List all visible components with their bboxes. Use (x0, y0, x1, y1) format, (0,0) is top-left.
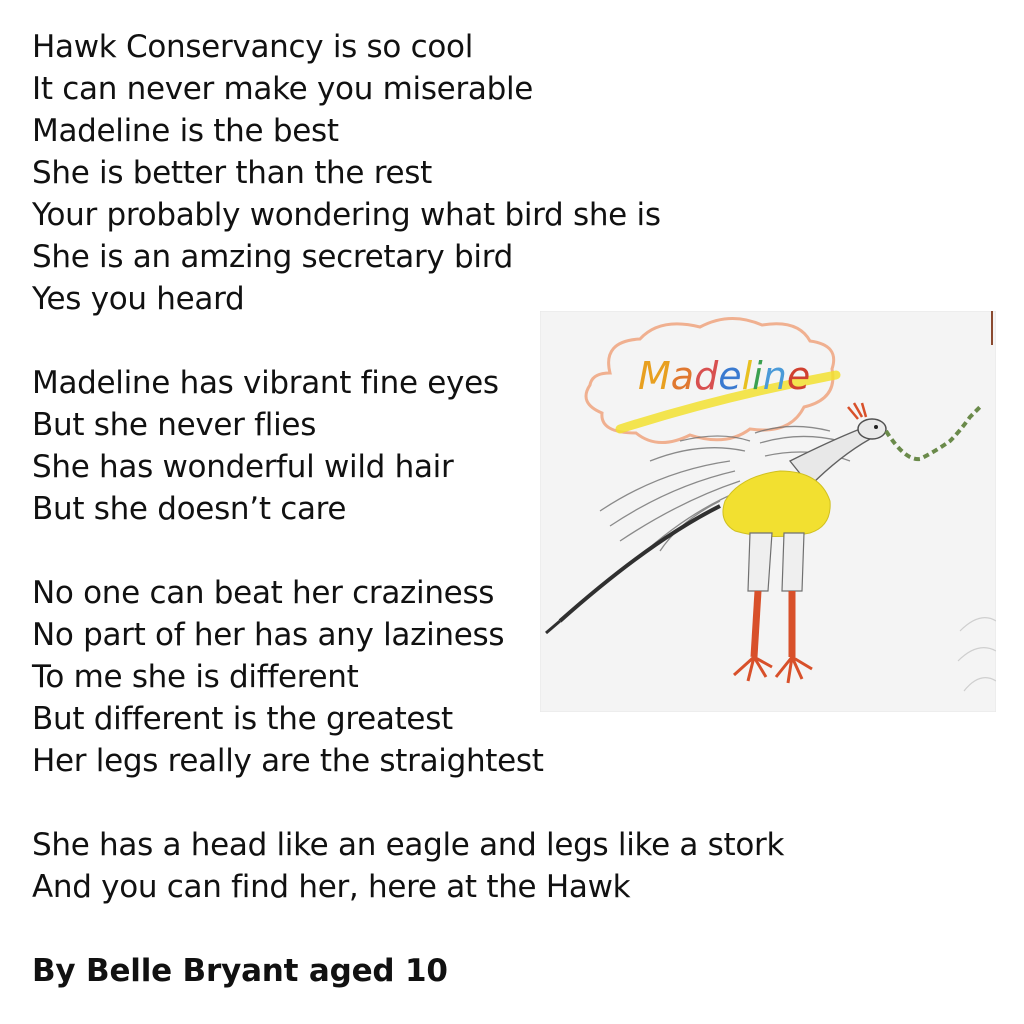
poem-line: She is an amzing secretary bird (32, 239, 513, 275)
poem-line: Madeline is the best (32, 113, 339, 149)
drawing-name-letter: d (694, 354, 719, 398)
bird-left-leg (754, 591, 758, 657)
bird-right-thigh (782, 533, 804, 591)
drawing-name-text (638, 354, 810, 398)
bird-left-thigh (748, 533, 772, 591)
drawing-name-letter: l (741, 354, 753, 398)
drawing-name-letter: i (752, 354, 763, 398)
poem-line: Her legs really are the straightest (32, 743, 544, 779)
drawing-name-letter: n (762, 354, 787, 398)
author-byline: By Belle Bryant aged 10 (32, 953, 448, 989)
stanza (32, 824, 784, 908)
drawing-name-letter: M (638, 354, 671, 398)
poem-line: It can never make you miserable (32, 71, 534, 107)
poem-line: No part of her has any laziness (32, 617, 505, 653)
stanza (32, 26, 784, 320)
drawing-name-letter: a (670, 354, 695, 398)
poem-line: Yes you heard (32, 281, 245, 317)
drawing-name-letter: e (786, 354, 811, 398)
poem-line: But she never flies (32, 407, 317, 443)
poem-line: No one can beat her craziness (32, 575, 495, 611)
bird-head (858, 419, 886, 439)
drawing-canvas (540, 311, 996, 712)
poem-line: And you can find her, here at the Hawk (32, 869, 631, 905)
drawing-name-letter: e (718, 354, 742, 398)
poem-line: She is better than the rest (32, 155, 432, 191)
poem-line: Your probably wondering what bird she is (32, 197, 661, 233)
poem-line: Hawk Conservancy is so cool (32, 29, 474, 65)
poem-line: She has a head like an eagle and legs like a stork (32, 827, 785, 863)
secretary-bird-drawing (540, 311, 996, 712)
poem-line: Madeline has vibrant fine eyes (32, 365, 499, 401)
poem-line: She has wonderful wild hair (32, 449, 454, 485)
bird-eye (874, 425, 878, 429)
poem-line: But she doesn’t care (32, 491, 347, 527)
poem-line: But different is the greatest (32, 701, 453, 737)
poem-line: To me she is different (32, 659, 359, 695)
